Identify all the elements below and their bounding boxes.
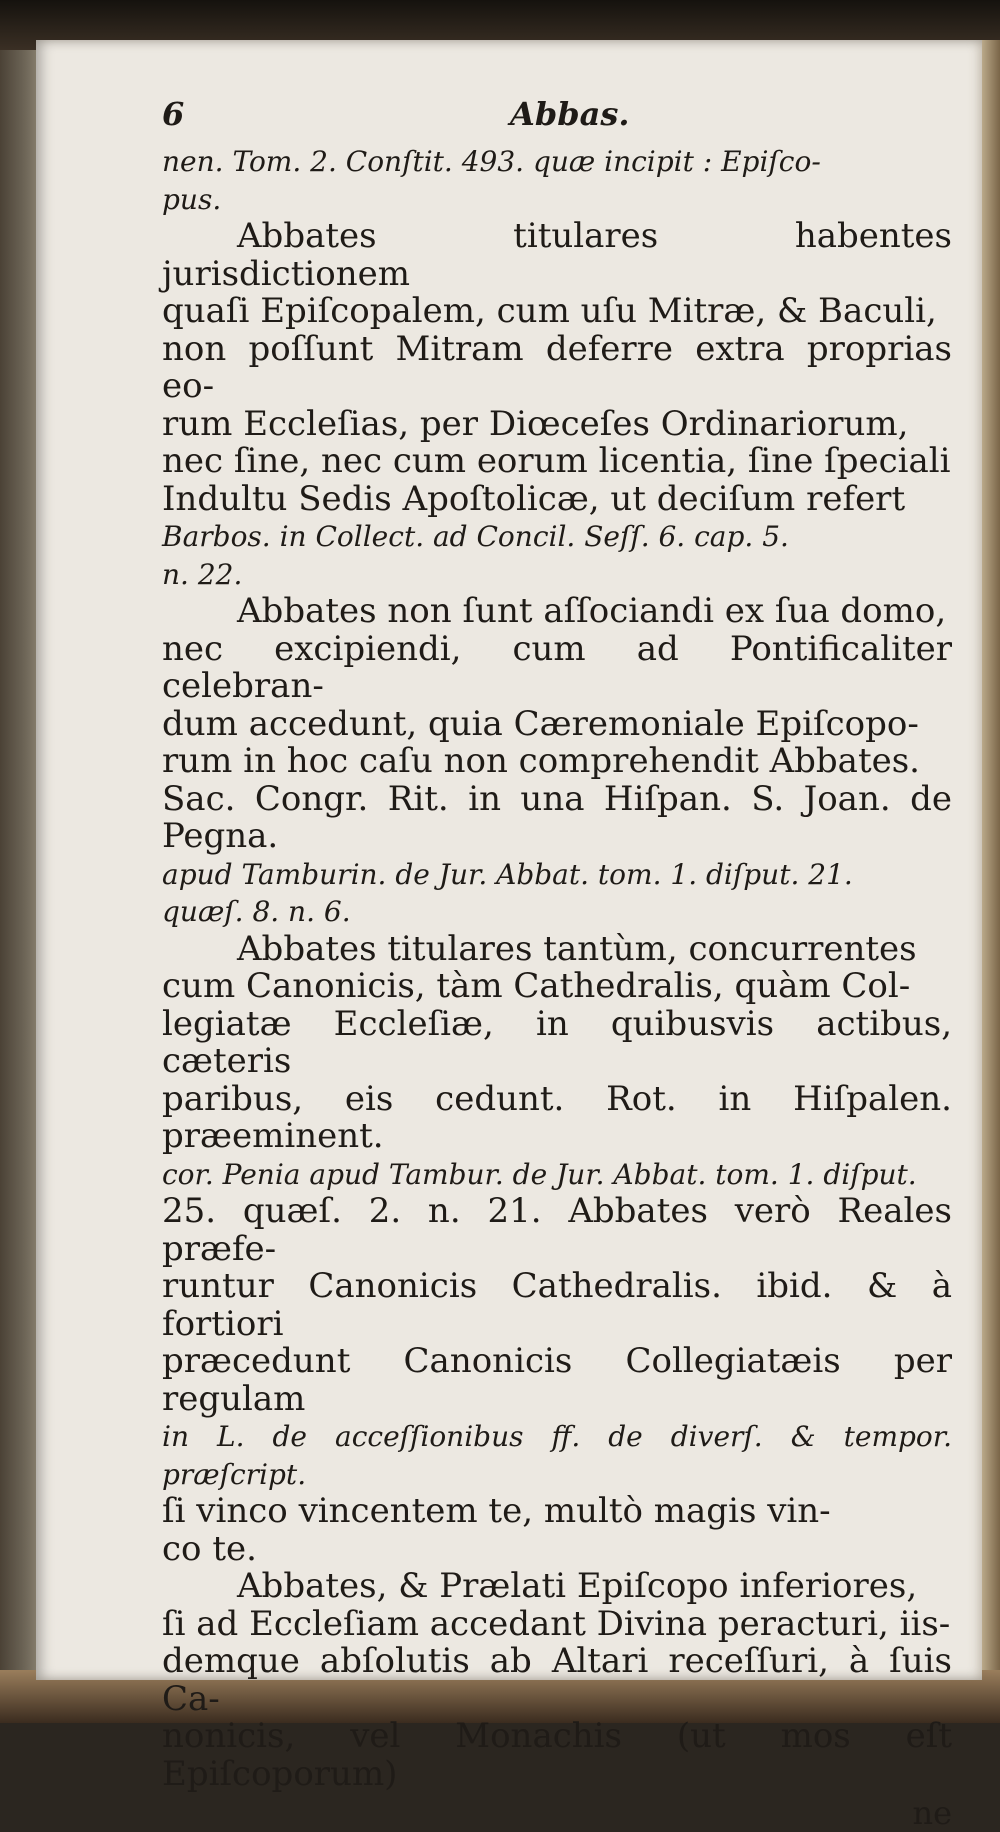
text-line: dum accedunt, quia Cæremoniale Epiſcopo-	[162, 703, 919, 744]
paragraph	[162, 1568, 952, 1793]
catchword: ne	[912, 1794, 952, 1832]
text-line: nen. Tom. 2. Conſtit. 493. quæ incipit : Epiſco-	[162, 145, 821, 178]
text-line: non poſſunt Mitram deferre extra proprias eo-	[162, 328, 952, 406]
text-line: Sac. Congr. Rit. in una Hiſpan. S. Joan. de Pegna.	[162, 778, 952, 856]
text-line: præcedunt Canonicis Collegiatæis per regulam	[162, 1341, 952, 1419]
text-line: 25. quæſ. 2. n. 21. Abbates verò Reales præfe-	[162, 1191, 952, 1269]
text-line: Abbates titulares habentes jurisdictionem	[162, 216, 952, 294]
page-number: 6	[162, 95, 185, 133]
book-spine-edge	[0, 50, 40, 1723]
text-line: demque abſolutis ab Altari receſſuri, à ſuis Ca-	[162, 1641, 952, 1719]
text-line: Indultu Sedis Apoſtolicæ, ut deciſum refert	[162, 478, 906, 519]
text-line: n. 22.	[162, 557, 243, 591]
text-line: in L. de acceſſionibus ff. de diverſ. & tempor. præſcript.	[162, 1420, 952, 1491]
text-line: rum in hoc caſu non comprehendit Abbates.	[162, 741, 920, 781]
text-line: apud Tamburin. de Jur. Abbat. tom. 1. diſput. 21.	[162, 857, 853, 891]
running-title: Abbas.	[510, 95, 630, 133]
text-line: ſi ad Eccleſiam accedant Divina peracturi, iis-	[162, 1603, 951, 1644]
paragraph	[162, 143, 952, 218]
text-line: cor. Penia apud Tambur. de Jur. Abbat. tom. 1. diſput.	[162, 1157, 917, 1191]
text-line: Barbos. in Collect. ad Concil. Seſſ. 6. cap. 5.	[162, 520, 789, 553]
text-line: quaſi Epiſcopalem, cum uſu Mitræ, & Baculi,	[162, 291, 937, 331]
text-line: pus.	[162, 182, 222, 216]
text-line: paribus, eis cedunt. Rot. in Hiſpalen. præeminent.	[162, 1078, 952, 1156]
text-line: Abbates, & Prælati Epiſcopo inferiores,	[237, 1566, 918, 1606]
text-line: ſi vinco vincentem te, multò magis vin-	[162, 1491, 831, 1531]
text-block	[162, 143, 952, 1793]
text-line: Abbates non ſunt aſſociandi ex ſua domo,	[237, 591, 947, 631]
paragraph	[162, 928, 952, 1569]
page-content	[162, 95, 952, 1832]
text-line: cum Canonicis, tàm Cathedralis, quàm Col-	[162, 966, 911, 1006]
paragraph	[162, 218, 952, 593]
paragraph	[162, 593, 952, 931]
text-line: Abbates titulares tantùm, concurrentes	[237, 928, 917, 969]
text-line: legiatæ Eccleſiæ, in quibusvis actibus, cæteris	[162, 1003, 952, 1081]
text-line: nec excipiendi, cum ad Pontificaliter celebran-	[162, 628, 952, 706]
text-line: nec ſine, nec cum eorum licentia, ſine ſpeciali	[162, 441, 951, 481]
text-line: rum Eccleſias, per Diœceſes Ordinariorum,	[162, 403, 909, 444]
text-line: runtur Canonicis Cathedralis. ibid. & à fortiori	[162, 1266, 952, 1344]
text-line: nonicis, vel Monachis (ut mos eſt Epiſcoporum)	[162, 1716, 952, 1794]
text-line: quæſ. 8. n. 6.	[162, 895, 351, 928]
text-line: co te.	[162, 1528, 257, 1569]
page-header	[162, 95, 952, 143]
